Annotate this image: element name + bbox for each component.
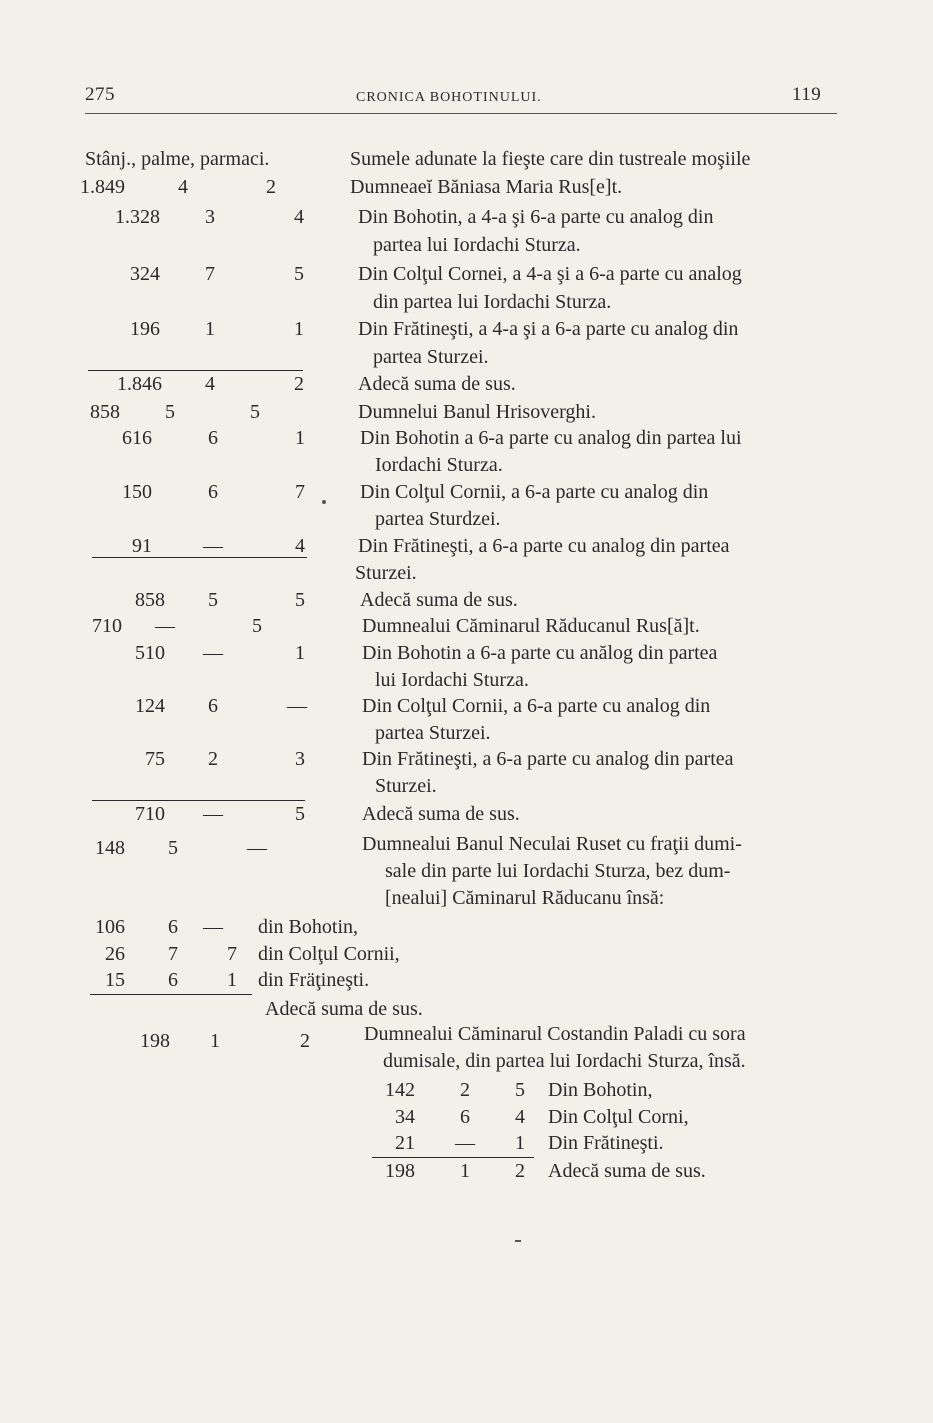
stanj-value: 26	[105, 943, 125, 965]
entry-text: din Bohotin,	[258, 916, 359, 938]
palme-value: 6	[208, 481, 218, 503]
ink-dot	[322, 500, 326, 504]
entry-row	[0, 1129, 760, 1157]
owner-name: Dumnelui Banul Hrisoverghi.	[358, 401, 596, 423]
owner-name: [nealui] Căminarul Răducanu însă:	[385, 887, 665, 909]
sum-row	[0, 370, 330, 398]
parmaci-value: 2	[266, 176, 276, 198]
palme-value: 7	[168, 943, 178, 965]
entry-row	[0, 692, 330, 720]
stanj-value: 198	[385, 1160, 415, 1182]
entry-row	[0, 745, 330, 773]
entry-text: Din Frătineşti, a 6-a parte cu analog din partea	[362, 748, 734, 770]
stanj-value: 710	[135, 803, 165, 825]
stanj-value: 106	[95, 916, 125, 938]
sum-row	[0, 1157, 760, 1185]
palme-value: —	[455, 1132, 475, 1154]
stanj-value: 1.846	[117, 373, 162, 395]
parmaci-value: 5	[294, 263, 304, 285]
entry-text: Sturzei.	[375, 775, 437, 797]
parmaci-value: 4	[295, 535, 305, 557]
stanj-value: 198	[140, 1030, 170, 1052]
stanj-value: 75	[145, 748, 165, 770]
entry-text: Din Colţul Cornei, a 4-a şi a 6-a parte cu analog	[358, 263, 742, 285]
stanj-value: 15	[105, 969, 125, 991]
entry-row	[0, 532, 330, 560]
entry-text: Din Frătineşti, a 6-a parte cu analog din partea	[358, 535, 730, 557]
sum-text: Adecă suma de sus.	[265, 998, 423, 1020]
stanj-value: 148	[95, 837, 125, 859]
entry-text: partea Sturzei.	[375, 722, 491, 744]
entry-text: din partea lui Iordachi Sturza.	[373, 291, 612, 313]
palme-value: 4	[205, 373, 215, 395]
sum-text: Adecă suma de sus.	[360, 589, 518, 611]
parmaci-value: —	[287, 695, 307, 717]
entry-text: Din Colţul Cornii, a 6-a parte cu analog din	[362, 695, 711, 717]
stanj-value: 1.328	[115, 206, 160, 228]
stanj-value: 142	[385, 1079, 415, 1101]
palme-value: 1	[210, 1030, 220, 1052]
entry-text: Din Colţul Corni,	[548, 1106, 689, 1128]
entry-row	[0, 966, 420, 994]
palme-value: 6	[460, 1106, 470, 1128]
parmaci-value: 5	[252, 615, 262, 637]
entry-text: Iordachi Sturza.	[375, 454, 503, 476]
parmaci-value: —	[247, 837, 267, 859]
total-row	[0, 612, 330, 640]
stanj-value: 196	[130, 318, 160, 340]
entry-row	[0, 1076, 760, 1104]
owner-name: Dumnealui Banul Neculai Ruset cu fraţii dumi-	[362, 833, 742, 855]
palme-value: —	[203, 535, 223, 557]
parmaci-value: 3	[295, 748, 305, 770]
stanj-value: 1.849	[80, 176, 125, 198]
parmaci-value: 5	[250, 401, 260, 423]
stanj-value: 34	[395, 1106, 415, 1128]
parmaci-value: 7	[295, 481, 305, 503]
parmaci-value: 1	[515, 1132, 525, 1154]
parmaci-value: —	[203, 916, 223, 938]
palme-value: 6	[168, 969, 178, 991]
ink-mark	[515, 1240, 521, 1242]
parmaci-value: 5	[515, 1079, 525, 1101]
entry-text: Sturzei.	[355, 562, 417, 584]
stanj-value: 616	[122, 427, 152, 449]
owner-name: dumisale, din partea lui Iordachi Sturza, însă.	[383, 1050, 746, 1072]
parmaci-value: 1	[227, 969, 237, 991]
palme-value: 3	[205, 206, 215, 228]
entry-row	[0, 913, 420, 941]
stanj-value: 124	[135, 695, 165, 717]
stanj-value: 21	[395, 1132, 415, 1154]
entry-row	[0, 424, 330, 452]
stanj-value: 150	[122, 481, 152, 503]
entry-row	[0, 260, 330, 288]
palme-value: 7	[205, 263, 215, 285]
entry-text: din Fräţineşti.	[258, 969, 370, 991]
entry-text: partea lui Iordachi Sturza.	[373, 234, 581, 256]
total-row	[0, 1027, 330, 1055]
page-number-left: 275	[85, 84, 115, 105]
parmaci-value: 1	[295, 427, 305, 449]
palme-value: —	[203, 803, 223, 825]
palme-value: 6	[168, 916, 178, 938]
header-rule	[85, 113, 837, 114]
entry-text: Din Colţul Cornii, a 6-a parte cu analog din	[360, 481, 709, 503]
palme-value: 2	[460, 1079, 470, 1101]
entry-row	[0, 940, 420, 968]
palme-value: 2	[208, 748, 218, 770]
palme-value: —	[155, 615, 175, 637]
entry-text: din Colţul Cornii,	[258, 943, 400, 965]
sum-row	[0, 586, 330, 614]
entry-text: Din Bohotin, a 4-a şi 6-a parte cu analog din	[358, 206, 714, 228]
palme-value: —	[203, 642, 223, 664]
entry-text: lui Iordachi Sturza.	[375, 669, 529, 691]
entry-row	[0, 315, 330, 343]
entry-text: partea Sturdzei.	[375, 508, 501, 530]
palme-value: 6	[208, 427, 218, 449]
palme-value: 5	[168, 837, 178, 859]
parmaci-value: 4	[515, 1106, 525, 1128]
stanj-value: 858	[135, 589, 165, 611]
sum-text: Adecă suma de sus.	[362, 803, 520, 825]
total-row	[0, 834, 330, 862]
entry-row	[0, 639, 330, 667]
parmaci-value: 5	[295, 803, 305, 825]
total-row	[0, 398, 330, 426]
stanj-value: 710	[92, 615, 122, 637]
page-number-right: 119	[792, 84, 822, 105]
entry-text: Din Bohotin,	[548, 1079, 653, 1101]
stanj-value: 858	[90, 401, 120, 423]
parmaci-value: 4	[294, 206, 304, 228]
parmaci-value: 2	[300, 1030, 310, 1052]
stanj-value: 510	[135, 642, 165, 664]
entry-text: Din Bohotin a 6-a parte cu anălog din partea	[362, 642, 718, 664]
entry-row	[0, 1103, 760, 1131]
intro-line: Sumele adunate la fieşte care din tustreale moşiile	[350, 148, 751, 170]
parmaci-value: 1	[295, 642, 305, 664]
sum-rule	[92, 557, 307, 558]
palme-value: 5	[208, 589, 218, 611]
owner-name: Dumnealui Căminarul Costandin Paladi cu sora	[364, 1023, 746, 1045]
entry-text: Din Bohotin a 6-a parte cu analog din partea lui	[360, 427, 742, 449]
entry-row	[0, 478, 330, 506]
owner-name: sale din parte lui Iordachi Sturza, bez dum-	[385, 860, 731, 882]
entry-text: Din Frătineşti.	[548, 1132, 664, 1154]
sum-text: Adecă suma de sus.	[548, 1160, 706, 1182]
total-row	[0, 173, 330, 201]
parmaci-value: 2	[294, 373, 304, 395]
running-title: CRONICA BOHOTINULUI.	[356, 90, 542, 105]
palme-value: 6	[208, 695, 218, 717]
owner-name: Dumneaeĭ Băniasa Maria Rus[e]t.	[350, 176, 623, 198]
parmaci-value: 5	[295, 589, 305, 611]
stanj-value: 324	[130, 263, 160, 285]
entry-text: partea Sturzei.	[373, 346, 489, 368]
sum-row	[0, 800, 330, 828]
parmaci-value: 1	[294, 318, 304, 340]
sum-rule	[90, 994, 252, 995]
palme-value: 5	[165, 401, 175, 423]
sum-text: Adecă suma de sus.	[358, 373, 516, 395]
units-header: Stânj., palme, parmaci.	[85, 148, 270, 170]
palme-value: 4	[178, 176, 188, 198]
owner-name: Dumnealui Căminarul Răducanul Rus[ă]t.	[362, 615, 700, 637]
palme-value: 1	[460, 1160, 470, 1182]
entry-row	[0, 203, 330, 231]
palme-value: 1	[205, 318, 215, 340]
parmaci-value: 7	[227, 943, 237, 965]
stanj-value: 91	[132, 535, 152, 557]
entry-text: Din Frătineşti, a 4-a şi a 6-a parte cu analog din	[358, 318, 739, 340]
parmaci-value: 2	[515, 1160, 525, 1182]
